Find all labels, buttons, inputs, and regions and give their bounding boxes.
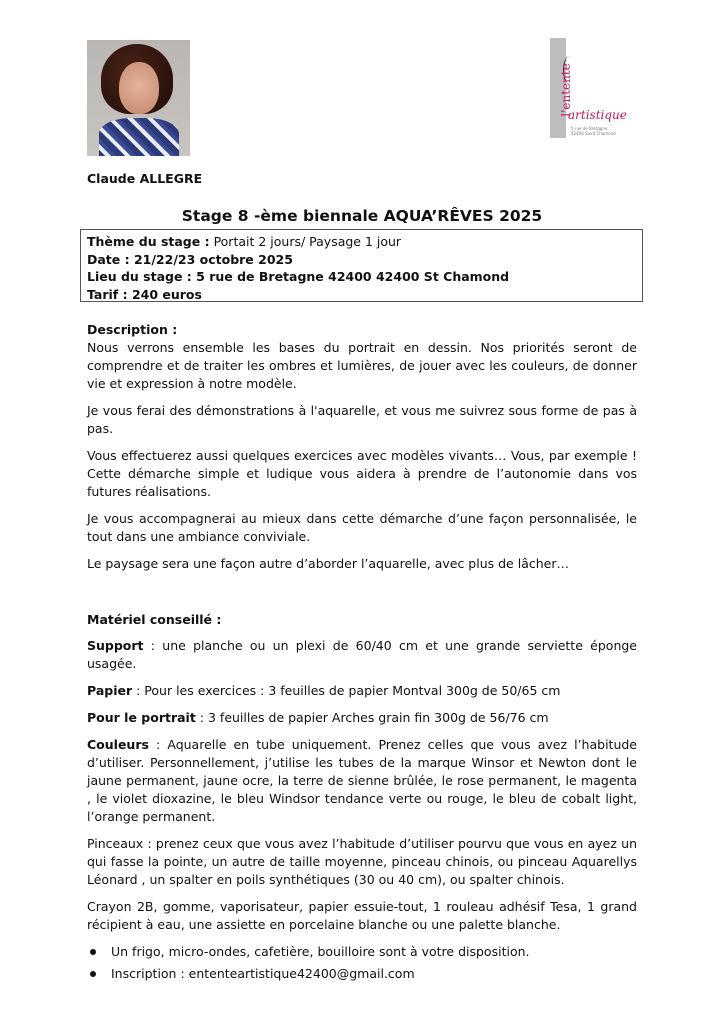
description-heading: Description : <box>87 322 178 337</box>
photo-scarf <box>99 118 179 156</box>
description-paragraph: Nous verrons ensemble les bases du portrait en dessin. Nos priorités seront de comprendre et de traiter les ombres et lumières, de jouer avec les couleurs, de donner vie et expression à notre modèle. <box>87 340 637 391</box>
portrait-text: : 3 feuilles de papier Arches grain fin 300g de 56/76 cm <box>195 710 549 725</box>
description-paragraph: Vous effectuerez aussi quelques exercices avec modèles vivants… Vous, par exemple ! Cette démarche simple et ludique vous aidera à prendre de l’autonomie dans vos futures réalisations. <box>87 448 637 499</box>
logo-word-entente: l'entente <box>558 63 573 117</box>
materiel-crayon: Crayon 2B, gomme, vaporisateur, papier essuie-tout, 1 rouleau adhésif Tesa, 1 grand récipient à eau, une assiette en porcelaine blanche ou une palette blanche. <box>87 899 637 932</box>
info-box <box>80 229 643 302</box>
info-theme <box>87 233 636 251</box>
document-body <box>87 321 637 987</box>
description-paragraph: Le paysage sera une façon autre d’aborder l’aquarelle, avec plus de lâcher… <box>87 556 569 571</box>
materiel-pinceaux: Pinceaux : prenez ceux que vous avez l’habitude d’utiliser pourvu que vous en ayez un qui fasse la pointe, un autre de taille moyenne, pinceau chinois, ou pinceau Aquarellys Léonard , un spalter en poils synthétiques (30 ou 40 cm), ou spalter chinois. <box>87 836 637 887</box>
couleurs-text: : Aquarelle en tube uniquement. Prenez celles que vous avez l’habitude d’utiliser. Personnellement, j’utilise les tubes de la marque Winsor et Newton dont le jaune permanent, jaune ocre, la terre de sienne brûlée, le rose permanent, le magenta , le violet dioxazine, le bleu Windsor tendance verte ou rouge, le bleu de cobalt light, l’orange permanent. <box>87 737 637 824</box>
support-text: : une planche ou un plexi de 60/40 cm et une grande serviette éponge usagée. <box>87 638 637 671</box>
materiel-couleurs <box>87 736 637 826</box>
info-date-text: Date : 21/22/23 octobre 2025 <box>87 251 293 267</box>
logo-word-artistique: artistique <box>568 108 627 122</box>
author-name: Claude ALLEGRE <box>87 171 203 186</box>
bullet-text: Un frigo, micro-ondes, cafetière, bouilloire sont à votre disposition. <box>111 944 530 959</box>
info-bullet-list <box>87 943 637 983</box>
papier-text: : Pour les exercices : 3 feuilles de papier Montval 300g de 50/65 cm <box>132 683 561 698</box>
bullet-dot-icon <box>90 949 96 955</box>
info-theme-value: Portait 2 jours/ Paysage 1 jour <box>209 234 402 249</box>
author-photo <box>87 40 190 156</box>
papier-label: Papier <box>87 683 133 698</box>
bullet-item <box>87 943 637 961</box>
description-paragraph: Je vous accompagnerai au mieux dans cette démarche d’une façon personnalisée, le tout dans une ambiance conviviale. <box>87 511 637 544</box>
info-date <box>87 251 636 269</box>
photo-face <box>119 62 159 114</box>
info-tarif-text: Tarif : 240 euros <box>87 286 202 302</box>
bullet-dot-icon <box>90 971 96 977</box>
document-title: Stage 8 -ème biennale AQUA’RÊVES 2025 <box>181 207 543 225</box>
bullet-item <box>87 965 637 983</box>
materiel-papier <box>87 682 637 700</box>
materiel-portrait <box>87 709 637 727</box>
logo-address-line1: 5 rue de Bretagne <box>571 126 608 131</box>
logo-address <box>571 126 621 136</box>
couleurs-label: Couleurs <box>87 737 149 752</box>
portrait-label: Pour le portrait <box>87 710 196 725</box>
materiel-heading: Matériel conseillé : <box>87 612 222 627</box>
materiel-support <box>87 637 637 673</box>
info-lieu <box>87 268 636 286</box>
support-label: Support <box>87 638 144 653</box>
info-theme-label: Thème du stage : <box>87 234 210 249</box>
info-lieu-text: Lieu du stage : 5 rue de Bretagne 42400 42400 St Chamond <box>87 269 510 284</box>
bullet-text: Inscription : ententeartistique42400@gmail.com <box>111 966 415 981</box>
entente-artistique-logo <box>533 38 627 138</box>
description-paragraph: Je vous ferai des démonstrations à l'aquarelle, et vous me suivrez sous forme de pas à pas. <box>87 403 637 436</box>
logo-address-line2: 42400 Saint Chamond <box>571 131 616 136</box>
info-tarif <box>87 286 636 304</box>
